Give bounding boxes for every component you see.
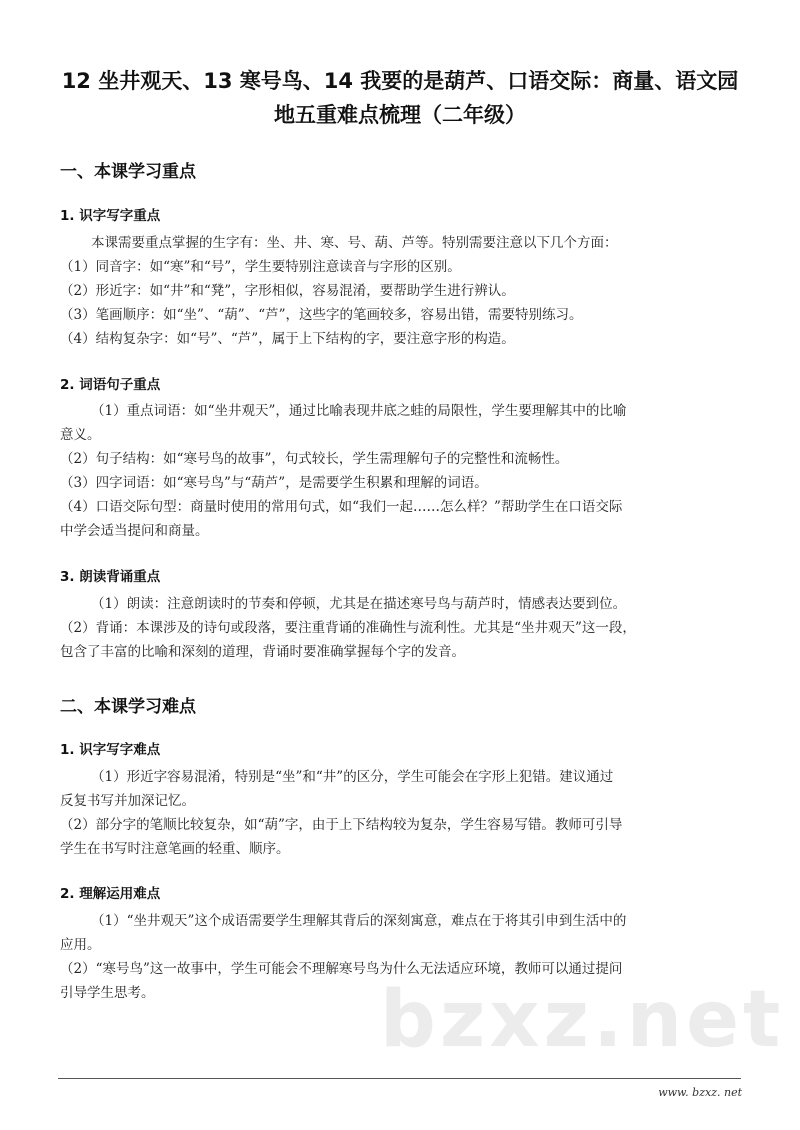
section-1-2-heading: 2. 词语句子重点 [60, 377, 161, 393]
paragraph: （1）形近字容易混淆，特别是“坐”和“井”的区分，学生可能会在字形上犯错。建议通过 [91, 769, 614, 785]
paragraph: （2）背诵：本课涉及的诗句或段落，要注重背诵的准确性与流利性。尤其是“坐井观天”这一段， [60, 620, 636, 636]
title-line-1: 12 坐井观天、13 寒号鸟、14 我要的是葫芦、口语交际：商量、语文园 [61, 69, 739, 93]
paragraph: （1）同音字：如“寒”和“号”，学生要特别注意读音与字形的区别。 [60, 259, 461, 275]
paragraph: （3）四字词语：如“寒号鸟”与“葫芦”，是需要学生积累和理解的词语。 [60, 475, 488, 491]
paragraph: （4）口语交际句型：商量时使用的常用句式，如“我们一起……怎么样？”帮助学生在口语交际 [60, 499, 623, 515]
footer-divider [58, 1078, 741, 1079]
paragraph: （2）形近字：如“井”和“凳”，字形相似，容易混淆，要帮助学生进行辨认。 [60, 283, 515, 299]
paragraph: 意义。 [60, 427, 101, 443]
paragraph: 中学会适当提问和商量。 [60, 523, 209, 539]
paragraph: （2）句子结构：如“寒号鸟的故事”，句式较长，学生需理解句子的完整性和流畅性。 [60, 451, 569, 467]
paragraph: 引导学生思考。 [60, 985, 155, 1001]
page-title [40, 64, 760, 132]
section-1-1-heading: 1. 识字写字重点 [60, 208, 161, 224]
paragraph: （2）部分字的笔顺比较复杂，如“葫”字，由于上下结构较为复杂，学生容易写错。教师可引导 [60, 817, 623, 833]
footer-url: www. bzxz. net [658, 1086, 742, 1099]
paragraph: 包含了丰富的比喻和深刻的道理，背诵时要准确掌握每个字的发音。 [60, 644, 465, 660]
paragraph: （1）重点词语：如“坐井观天”，通过比喻表现井底之蛙的局限性，学生要理解其中的比喻 [91, 403, 627, 419]
section-2-heading: 二、本课学习难点 [60, 697, 196, 717]
paragraph: （2）“寒号鸟”这一故事中，学生可能会不理解寒号鸟为什么无法适应环境，教师可以通过提问 [60, 961, 623, 977]
paragraph: （4）结构复杂字：如“号”、“芦”，属于上下结构的字，要注意字形的构造。 [60, 331, 515, 347]
paragraph: （1）“坐井观天”这个成语需要学生理解其背后的深刻寓意，难点在于将其引申到生活中的 [91, 913, 627, 929]
paragraph: 应用。 [60, 937, 101, 953]
title-line-2: 地五重难点梳理（二年级） [274, 103, 526, 127]
paragraph: （3）笔画顺序：如“坐”、“葫”、“芦”，这些字的笔画较多，容易出错，需要特别练习。 [60, 307, 583, 323]
paragraph: 学生在书写时注意笔画的轻重、顺序。 [60, 841, 290, 857]
watermark: bzxz.net [380, 975, 785, 1065]
section-1-3-heading: 3. 朗读背诵重点 [60, 569, 161, 585]
paragraph: 本课需要重点掌握的生字有：坐、井、寒、号、葫、芦等。特别需要注意以下几个方面： [91, 235, 618, 251]
section-2-1-heading: 1. 识字写字难点 [60, 742, 161, 758]
paragraph: （1）朗读：注意朗读时的节奏和停顿，尤其是在描述寒号鸟与葫芦时，情感表达要到位。 [91, 596, 627, 612]
section-1-heading: 一、本课学习重点 [60, 162, 196, 182]
section-2-2-heading: 2. 理解运用难点 [60, 886, 161, 902]
paragraph: 反复书写并加深记忆。 [60, 793, 195, 809]
